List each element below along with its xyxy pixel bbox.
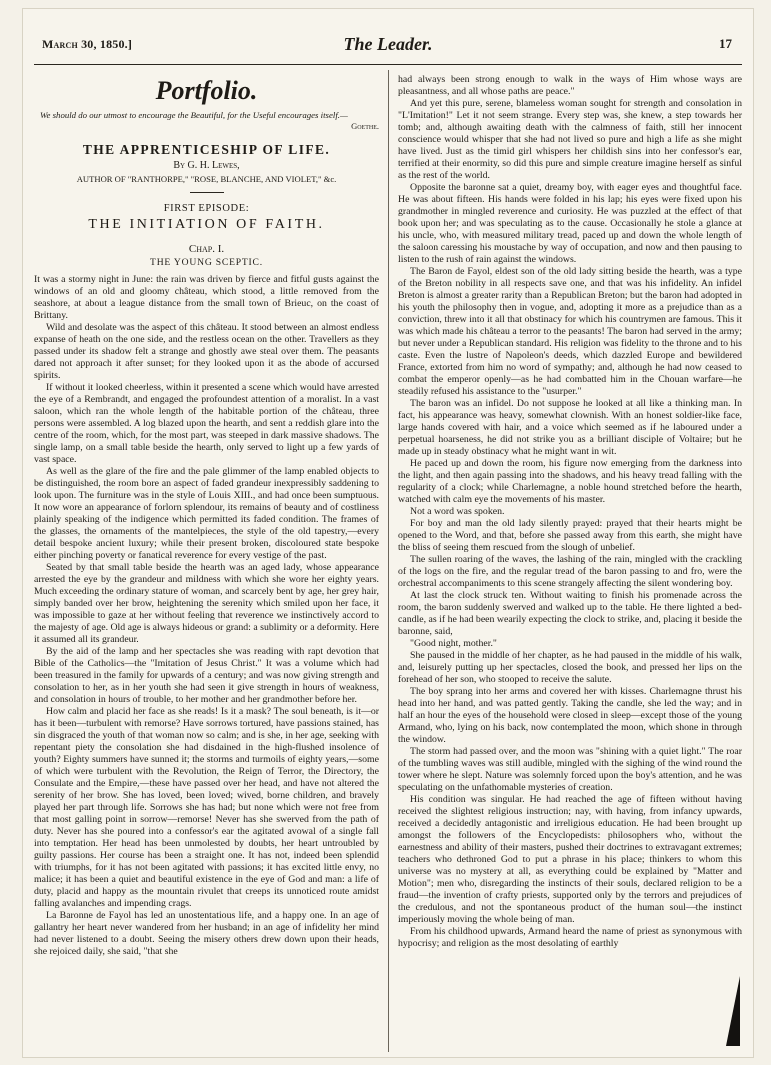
title-divider	[190, 192, 224, 193]
masthead-title: The Leader.	[343, 34, 433, 54]
paragraph: At last the clock struck ten. Without waiting to finish his promenade across the room, the baron suddenly swerved and walked up to the table. He there lighted a bed-candle, as if he had been wearily expecting the clock to strike, and, placing it beside the baronne, said,	[398, 590, 742, 637]
paragraph: How calm and placid her face as she reads! Is it a mask? The soul beneath, is it—or has it been—turbulent with remorse? Have sorrows tortured, have passions stained, has sin disgraced the youth of that woman now so calm; and is she, in her age, seeking with repentant piety the consolation she had disdained in the high-flushed insolence of youth? Eighty summers have sunned it; the storms and turmoils of eighty years,—some of which were turbulent with the Revolution, the Reign of Terror, the Directory, the Consulate and the Empire,—these have passed over her head, and have not altered the serenity of her brow. She has loved, been loved; wived, borne children, and bravely played her part through life. Sorrows she has had; but none which were not free from that most galling point in sorrow—remorse! Never has she swerved from the path of duty. Never has she poured into a confessor's ear the agitated avowal of a single fall into temptation. Her head has been unmolested by doubts, her heart untroubled by guilty passions. Her course has been a straight one. It has not, indeed been splendid with triumphs, for it has not been agitated with passions; it has excited little envy, no malice; it has been a quiet and beautiful existence in the eye of God and man: a life of duty, placid and happy as the mountain rivulet that creeps its unnoticed route amidst falling avalanches and impending crags.	[34, 706, 379, 909]
episode-subtitle: THE INITIATION OF FAITH.	[88, 217, 325, 232]
paragraph: La Baronne de Fayol has led an unostentatious life, and a happy one. In an age of gallantry her heart never wandered from her husband; in an age of infidelity her mind had never listened to a doubt. Seeing the misery others drew down upon their heads, she rejoiced daily, she said, "that she	[34, 910, 379, 957]
paragraph: The storm had passed over, and the moon was "shining with a quiet light." The roar of the tumbling waves was still audible, mingled with the sighing of the wind round the tower where he slept. Nature was solemnly forced upon the boy's attention, and he was speculating on the unfathomable mysteries of creation.	[398, 746, 742, 793]
paragraph: For boy and man the old lady silently prayed: prayed that their hearts might be opened to the Word, and that, before she passed away from this earth, she might have the bliss of seeing them rescued from the slough of unbelief.	[398, 518, 742, 553]
author-credits: AUTHOR OF "RANTHORPE," "ROSE, BLANCHE, AND VIOLET," &c.	[76, 174, 337, 184]
column-divider	[388, 70, 389, 1052]
section-title: Portfolio.	[155, 76, 258, 105]
section-motto: We should do our utmost to encourage the Beautiful, for the Useful encourages itself.—	[40, 110, 348, 120]
story-title: THE APPRENTICESHIP OF LIFE.	[82, 142, 331, 157]
author-byline: By G. H. Lewes,	[173, 160, 240, 171]
paragraph: He paced up and down the room, his figure now emerging from the darkness into the light, and then again passing into the shadows, and his heavy tread falling with the regularity of a clock; while Charlemagne, a noble hound stretched before the hearth, watched with calm eye the movements of his master.	[398, 458, 742, 505]
paragraph: The Baron de Fayol, eldest son of the old lady sitting beside the hearth, was a type of the Breton nobility in all respects save one, and that was his infidelity. An infidel Breton is almost a greater rarity than a Republican Breton; but the baron had adopted in his youth the philosophy then in vogue, and, adopting it more as a prejudice than as a conviction, threw into it all that obstinacy for which his countrymen are famous. This it was which made his château a terror to the peasants! The baron had served in the army; but never under a Republican standard. His religion was fidelity to the throne and to his caste. Even the lustre of Napoleon's deeds, which dazzled Europe and bewildered France, extorted from him no word of sympathy; and, although he had now ceased to combat the emperor openly—as he had combatted him in the Chouan warfare—he steadily refused his assistance to the "usurper."	[398, 266, 742, 397]
paragraph: The sullen roaring of the waves, the lashing of the rain, mingled with the crackling of the logs on the fire, and the regular tread of the baron passing to and fro, were the orchestral accompaniments to this scene strangely affecting the silent wondering boy.	[398, 554, 742, 589]
chapter-heading: Chap. I.	[188, 243, 225, 255]
paragraph: Opposite the baronne sat a quiet, dreamy boy, with eager eyes and thoughtful face. He was about fifteen. His hands were folded in his lap; his eyes were fixed upon his grandmother in mingled reverence and curiosity. He was puzzled at the effect of that book upon her; and was speculating as to the cause. Occasionally he stole a glance at his uncle, who, with measured military tread, paced up and down the whole length of the saloon caressing his moustache by way of occupation, and now and then pausing to listen to the rush of rain against the windows.	[398, 182, 742, 265]
chapter-title: THE YOUNG SCEPTIC.	[150, 257, 263, 268]
paragraph: It was a stormy night in June: the rain was driven by fierce and fitful gusts against the windows of an old and gloomy château, which stood, a little removed from the seashore, at about a league distance from the small town of Brieuc, on the coast of Brittany.	[34, 274, 379, 321]
episode-heading: FIRST EPISODE:	[163, 203, 250, 214]
paragraph: His condition was singular. He had reached the age of fifteen without having received the slightest religious instruction; nay, with having, from infancy upwards, received a decidedly antagonistic and irreligious education. He had been brought up amongst the followers of the Encyclopedists: philosophers who, without the earnestness and ability of their masters, pushed their doctrines to extravagant extremes; teachers who dethroned God to put a phrase in his place; thinkers to whom this universe was no mystery at all, as everything could be explained by "Matter and Motion"; men who, disregarding the instincts of their souls, declared religion to be a fraud—the invention of crafty priests, supported only by the terrors and prejudices of the credulous, and not the spontaneous product of the human soul—the instinct imperiously moving the whole being of man.	[398, 794, 742, 925]
paragraph: Not a word was spoken.	[410, 506, 505, 517]
paragraph: had always been strong enough to walk in the ways of Him whose ways are pleasantness, and all whose paths are peace."	[398, 74, 742, 97]
paragraph: By the aid of the lamp and her spectacles she was reading with rapt devotion that Bible of the Catholics—the "Imitation of Jesus Christ." It was a volume which had been treasured in the family for upwards of a century; and was now giving strength and consolation to her, as in her youth she had seen it give strength in hours of weakness, and consolation in hours of trouble, to her mother and her grandmother before her.	[34, 646, 379, 705]
paragraph: Wild and desolate was the aspect of this château. It stood between an almost endless expanse of heath on the one side, and the restless ocean on the other. Travellers as they passed under its shadow felt a strange and ghostly awe steal over them. The peasants dared not approach it after sunset; for they looked upon it as the abode of accursed spirits.	[34, 322, 379, 381]
paragraph: Seated by that small table beside the hearth was an aged lady, whose appearance arrested the eye by the grandeur and mildness with which she wore her eighty years. Much exceeding the ordinary stature of woman, and scarcely bent by age, her grey hair, simply banded over her brow, heightening the serenity which smiled upon her face, it was impossible to gaze at her without feeling that reverence we instinctively accord to the majesty of age. Old age is always hideous or grand: a sublimity or a deformity. Here it assumed all its grandeur.	[34, 562, 379, 645]
paragraph: From his childhood upwards, Armand heard the name of priest as synonymous with hypocrisy; and religion as the most desolating of earthly	[398, 926, 742, 949]
page-number: 17	[719, 36, 732, 51]
page-header	[34, 24, 742, 65]
paragraph: The boy sprang into her arms and covered her with kisses. Charlemagne thrust his head into her hand, and was patted gently. Taking the candle, she led the way; and in half an hour the eyes of the household were closed in sleep—except those of the young Armand, who, lying on his back, now contemplated the moon, which shone in through the window.	[398, 686, 742, 745]
paragraph: If without it looked cheerless, within it presented a scene which would have arrested the eye of a Rembrandt, and engaged the profoundest attention of a moralist. In a vast saloon, which ran the whole length of the habitable portion of the château, three persons were assembled. A log blazed upon the hearth, and sent a reddish glare into the centre of the room, which, for the most part, was steeped in dark massive shadows. The single lamp, on a small table beside the hearth, only served to light up a few yards of vast space.	[34, 382, 379, 465]
paragraph: As well as the glare of the fire and the pale glimmer of the lamp enabled objects to be distinguished, the room bore an aspect of faded grandeur inexpressibly saddening to look upon. The furniture was in the style of Louis XIII., and had once been sumptuous. It now wore an appearance of forlorn splendour, its remains of beauty and of costliness plainly speaking of the indigence which permitted its faded condition. The frames of the glasses, the ornaments of the mantelpieces, the style of the old tapestry,—every detail bespoke ancient luxury; while their present broken, discoloured state bespoke either pinching poverty or fanatical reverence for every vestige of the past.	[34, 466, 379, 561]
right-column	[398, 74, 742, 1044]
motto-attribution: Goethe.	[351, 121, 379, 131]
page-corner-mark	[726, 976, 740, 1046]
left-column	[34, 74, 379, 1044]
paragraph: The baron was an infidel. Do not suppose he looked at all like a thinking man. In fact, his appearance was heavy, somewhat clownish. With an honest soldier-like face, large hands covered with hair, and a voice which seemed as if he laboured under a perpetual hoarseness, he did not strike you as a brilliant disciple of Voltaire; but he made up in steady obstinacy what he might want in wit.	[398, 398, 742, 457]
paragraph: And yet this pure, serene, blameless woman sought for strength and consolation in "L'Imitation!" Let it not seem strange. Every step was, she knew, a step towards her tomb; and, although awaiting death with the calmness of faith, still her innocent conscience would whisper that she had not lived so pure and high a life as she might have lived. Just as the timid girl whispers her childish sins into her confessor's ear, terrified at their enormity, so did this pure and simple creature imagine herself as sinful as the rest of the world.	[398, 98, 742, 181]
paragraph: She paused in the middle of her chapter, as he had paused in the middle of his walk, and, leisurely putting up her spectacles, closed the book, and pressed her lips on the forehead of her son, who stooped to receive the salute.	[398, 650, 742, 685]
newspaper-page	[22, 8, 754, 1058]
issue-date: March 30, 1850.]	[42, 37, 133, 51]
paragraph: "Good night, mother."	[410, 638, 497, 649]
